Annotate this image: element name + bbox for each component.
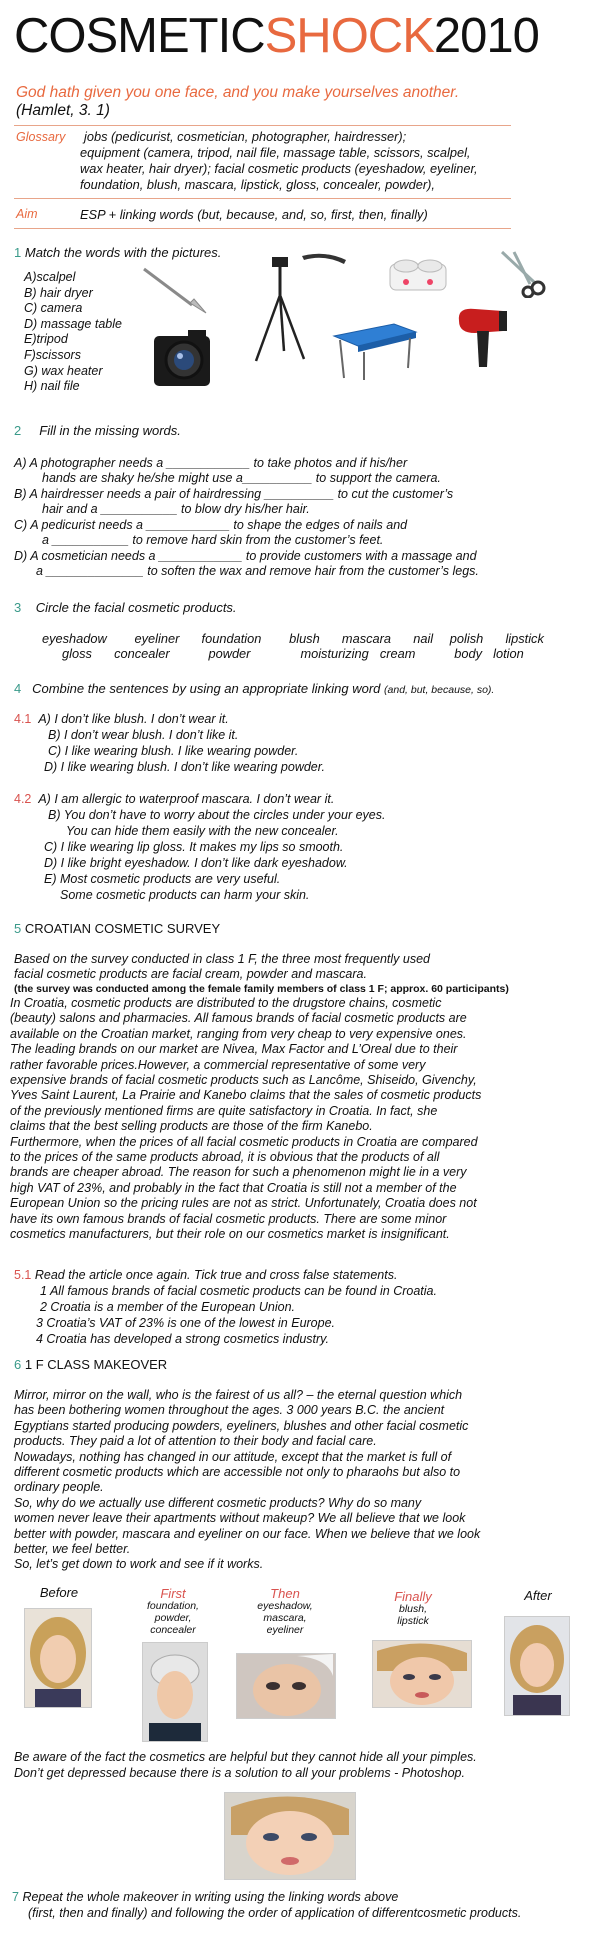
glossary-line: equipment (camera, tripod, nail file, massage table, scissors, scalpel,: [80, 145, 471, 160]
article-line: (beauty) salons and pharmacies. All famous brands of facial cosmetic products are: [10, 1011, 467, 1026]
aim-label: Aim: [16, 207, 38, 221]
exercise-number: 4.1: [14, 712, 32, 726]
article-line: high VAT of 23%, and probably in the fact that Croatia is still not a member of the: [10, 1180, 457, 1195]
sentence: D) I like wearing blush. I don’t like wearing powder.: [44, 760, 325, 774]
sentence: E) Most cosmetic products are very useful.: [44, 872, 281, 886]
exercise-6-title: 6 1 F CLASS MAKEOVER: [14, 1357, 168, 1372]
sentence: B) I don’t wear blush. I don’t like it.: [48, 728, 239, 742]
photo-photoshop: [224, 1792, 356, 1880]
article-line: The leading brands on our market are Nivea, Max Factor and L’Oreal due to their: [10, 1042, 458, 1057]
photo-before: [24, 1608, 92, 1708]
list-item: E)tripod: [24, 332, 68, 347]
paragraph-line: Egyptians started producing powders, eyeliners, blushes and other facial cosmetic: [14, 1418, 469, 1433]
camera-icon: [152, 328, 214, 390]
closing-line: Don’t get depressed because there is a solution to all your problems - Photoshop.: [14, 1766, 465, 1780]
step-before-label: Before: [39, 1585, 79, 1600]
match-list: [24, 270, 122, 395]
makeover-text: [14, 1388, 480, 1573]
exercise-5-title: 5 CROATIAN COSMETIC SURVEY: [14, 921, 221, 936]
glossary-line: jobs (pedicurist, cosmetician, photographer, hairdresser);: [84, 129, 407, 144]
massage-table-icon: [330, 312, 420, 382]
list-item: D) massage table: [24, 316, 122, 331]
exercise-number: 3: [14, 600, 22, 615]
article-line: available on the Croatian market, ranging from very cheap to very expensive ones.: [10, 1026, 467, 1041]
paragraph-line: products. They paid a lot of attention to their body and facial care.: [14, 1434, 377, 1449]
linking-hint: (and, but, because, so).: [384, 684, 495, 696]
closing-line: Be aware of the fact the cosmetics are helpful but they cannot hide all your pimples.: [14, 1750, 477, 1764]
hair-dryer-icon: [453, 305, 509, 373]
paragraph-line: different cosmetic products which are accessible not only to pharaohs but also to: [14, 1465, 461, 1480]
step-then-products: eyeshadow, mascara, eyeliner: [257, 1600, 313, 1636]
list-item: H) nail file: [24, 379, 80, 394]
article-line: rather favorable prices.However, a commercial representative of some very: [10, 1057, 426, 1072]
photo-first: [142, 1642, 208, 1742]
statement: 4 Croatia has developed a strong cosmetics industry.: [36, 1332, 329, 1346]
title-part-cosmetic: COSMETIC: [14, 9, 265, 63]
photo-then: [236, 1653, 336, 1719]
step-finally-products: blush, lipstick: [397, 1603, 429, 1627]
glossary-line: wax heater, hair dryer); facial cosmetic products (eyeshadow, eyeliner,: [80, 161, 478, 176]
exercise-3-title: 3 Circle the facial cosmetic products.: [14, 600, 237, 615]
sentence: You can hide them easily with the new concealer.: [66, 824, 339, 838]
sentence: D) I like bright eyeshadow. I don’t like dark eyeshadow.: [44, 856, 348, 870]
page-title: [14, 9, 539, 63]
fill-line: D) A cosmetician needs a ____________ to provide customers with a massage and: [14, 549, 477, 563]
article: [10, 996, 481, 1243]
list-item: A)scalpel: [24, 270, 76, 284]
paragraph-line: has been bothering women throughout the ages. 3 000 years B.C. the ancient: [14, 1403, 445, 1418]
article-line: of the previously mentioned firms are quite satisfactory in Croatia. In fact, she: [10, 1103, 438, 1118]
article-line: In Croatia, cosmetic products are distributed to the drugstore chains, cosmetic: [10, 996, 442, 1010]
paragraph-line: So, let’s get down to work and see if it works.: [14, 1557, 264, 1572]
exercise-number: 4: [14, 681, 22, 696]
fill-line: hands are shaky he/she might use a__________ to support the camera.: [42, 471, 441, 485]
sentence: C) I like wearing lip gloss. It makes my lips so smooth.: [44, 840, 344, 854]
list-item: B) hair dryer: [24, 285, 93, 300]
article-line: cosmetics manufacturers, but their role on our cosmetics market is insignificant.: [10, 1227, 450, 1242]
exercise-4-title: 4 Combine the sentences by using an appropriate linking word (and, but, because, so).: [14, 681, 495, 696]
exercise-1-title: 1 Match the words with the pictures.: [14, 245, 222, 260]
article-line: have its own famous brands of facial cosmetic products. There are some minor: [10, 1211, 447, 1226]
title-part-shock: SHOCK: [264, 9, 434, 63]
divider: [14, 228, 511, 229]
fill-line: B) A hairdresser needs a pair of hairdressing __________ to cut the customer’s: [14, 487, 454, 501]
statement: 2 Croatia is a member of the European Union.: [40, 1300, 295, 1314]
divider: [14, 125, 511, 126]
article-line: to the prices of the same products abroad, it is obvious that the products of all: [10, 1150, 440, 1165]
exercise-7-line: 7 Repeat the whole makeover in writing using the linking words above: [12, 1890, 399, 1904]
exercise-5-1-title: 5.1 Read the article once again. Tick true and cross false statements.: [14, 1268, 398, 1282]
list-item: G) wax heater: [24, 363, 103, 378]
article-line: Furthermore, when the prices of all facial cosmetic products in Croatia are compared: [10, 1134, 478, 1149]
glossary-line: foundation, blush, mascara, lipstick, gloss, concealer, powder),: [80, 177, 435, 192]
scissors-icon: [500, 250, 550, 298]
aim-text: ESP + linking words (but, because, and, so, first, then, finally): [80, 207, 428, 222]
fill-line: A) A photographer needs a ____________ to take photos and if his/her: [14, 456, 408, 470]
divider: [14, 198, 511, 199]
step-then-label: Then: [270, 1586, 300, 1601]
list-item: F)scissors: [24, 347, 81, 362]
paragraph-line: better, we feel better.: [14, 1542, 131, 1557]
photo-after: [504, 1616, 570, 1716]
survey-intro: facial cosmetic products are facial cream, powder and mascara.: [14, 967, 367, 981]
paragraph-line: ordinary people.: [14, 1480, 104, 1495]
glossary-label: Glossary: [16, 130, 66, 144]
exercise-number: 1: [14, 245, 22, 260]
exercise-number: 2: [14, 423, 22, 438]
sentence: 4.2 A) I am allergic to waterproof mascara. I don’t wear it.: [14, 792, 335, 806]
article-line: Yves Saint Laurent, La Prairie and Kanebo claims that the sales of cosmetic products: [10, 1088, 482, 1103]
statement: 1 All famous brands of facial cosmetic products can be found in Croatia.: [40, 1284, 437, 1298]
paragraph-line: better with powder, mascara and eyeliner on our face. When we believe that we look: [14, 1526, 481, 1541]
article-line: claims that the best selling products are those of the firm Kanebo.: [10, 1119, 373, 1134]
wax-heater-icon: [388, 250, 448, 294]
paragraph-line: women never leave their apartments without makeup? We all believe that we look: [14, 1511, 466, 1526]
tripod-icon: [250, 255, 310, 365]
paragraph-line: Nowadays, nothing has changed in our attitude, except that the market is full of: [14, 1449, 452, 1464]
title-part-year: 2010: [433, 9, 539, 63]
product-words-row: eyeshadow eyeliner foundation blush mascara nail polish lipstick: [42, 631, 544, 646]
article-line: European Union so the pricing rules are not as strict. Unfortunately, Croatia does not: [10, 1196, 477, 1211]
exercise-7-line: (first, then and finally) and following the order of application of differentcosmetic products.: [28, 1906, 522, 1920]
survey-note: (the survey was conducted among the female family members of class 1 F; approx. 60 participants): [14, 983, 509, 995]
quote: God hath given you one face, and you make yourselves another.: [16, 84, 460, 101]
list-item: C) camera: [24, 301, 83, 316]
sentence: C) I like wearing blush. I like wearing powder.: [48, 744, 299, 758]
exercise-number: 4.2: [14, 792, 32, 806]
article-line: brands are cheaper abroad. The reason for such a phenomenon might lie in a very: [10, 1165, 467, 1180]
photo-finally: [372, 1640, 472, 1708]
statement: 3 Croatia’s VAT of 23% is one of the lowest in Europe.: [36, 1316, 336, 1330]
exercise-number: 7: [12, 1890, 19, 1904]
quote-source: (Hamlet, 3. 1): [16, 102, 110, 119]
product-words-row: gloss concealer powder moisturizing cream body lotion: [62, 646, 524, 661]
scalpel-icon: [140, 265, 210, 315]
survey-intro: Based on the survey conducted in class 1 F, the three most frequently used: [14, 952, 430, 966]
exercise-number: 6: [14, 1357, 22, 1372]
step-first-products: foundation, powder, concealer: [147, 1600, 199, 1636]
step-after-label: After: [524, 1588, 552, 1603]
fill-line: hair and a ___________ to blow dry his/her hair.: [42, 502, 310, 516]
paragraph-line: Mirror, mirror on the wall, who is the fairest of us all? – the eternal question which: [14, 1388, 463, 1402]
fill-line: a ___________ to remove hard skin from the customer’s feet.: [42, 533, 384, 547]
exercise-2-title: 2 Fill in the missing words.: [14, 423, 181, 438]
sentence: Some cosmetic products can harm your skin.: [60, 888, 310, 902]
sentence: 4.1 A) I don’t like blush. I don’t wear it.: [14, 712, 229, 726]
sentence: B) You don’t have to worry about the circles under your eyes.: [48, 808, 386, 822]
paragraph-line: So, why do we actually use different cosmetic products? Why do so many: [14, 1495, 422, 1510]
exercise-number: 5: [14, 921, 22, 936]
step-first-label: First: [160, 1586, 186, 1601]
fill-line: C) A pedicurist needs a ____________ to shape the edges of nails and: [14, 518, 408, 532]
exercise-number: 5.1: [14, 1268, 32, 1282]
article-line: expensive brands of facial cosmetic products such as Lancôme, Shiseido, Givenchy,: [10, 1073, 477, 1088]
step-finally-label: Finally: [394, 1589, 432, 1604]
fill-line: a ______________ to soften the wax and remove hair from the customer’s legs.: [36, 564, 479, 578]
